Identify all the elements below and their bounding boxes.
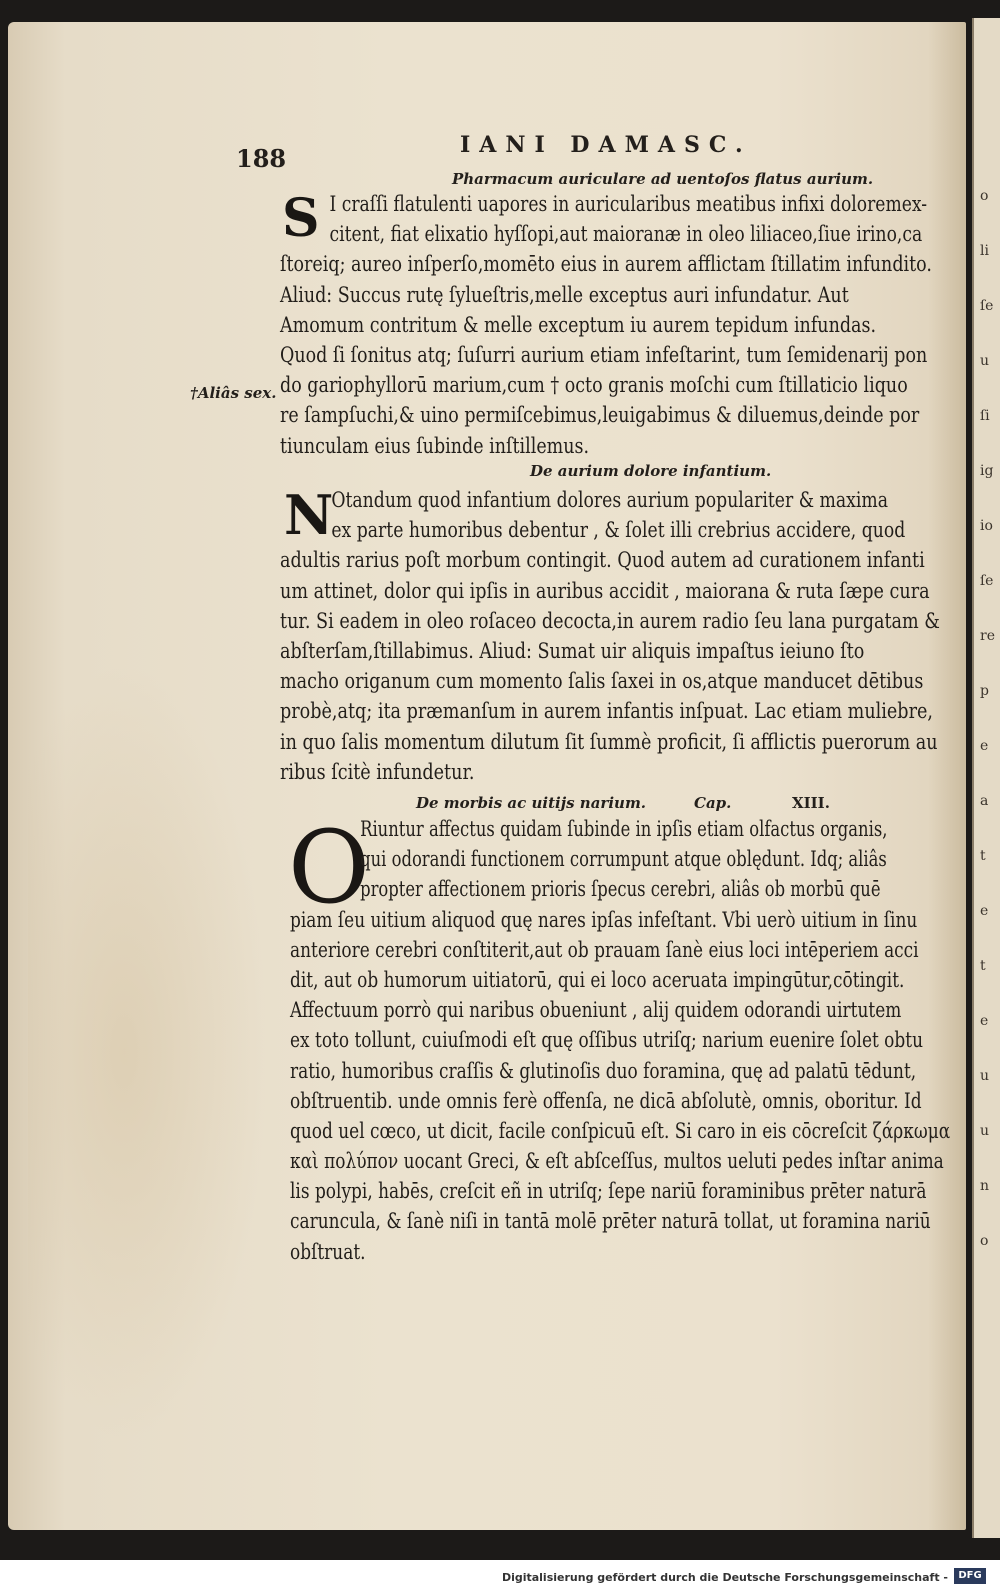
text-line: propter affectionem prioris ſpecus cerebri, aliâs ob morbū quē [360,877,881,903]
adjacent-page-fragment: u [980,353,990,369]
text-line: quod uel cœco, ut dicit, facile conſpicuū eſt. Si caro in eis cōcreſcit ζάρκωμα [290,1118,951,1144]
text-line: do gariophyllorū marium,cum † octo granis moſchi cum ſtillaticio liquo [280,373,908,399]
text-line: citent, fiat elixatio hyſſopi,aut maioranæ in oleo liliaceo,ſiue irino,ca [329,222,923,248]
adjacent-page-fragment: u [980,1068,990,1084]
section-heading-3-title: De morbis ac uitijs narium. [416,794,647,812]
adjacent-page-fragment: ſi [980,408,990,424]
adjacent-page-fragment: o [980,1233,989,1249]
paragraph-2 [280,483,1000,788]
text-line: anteriore cerebri conſtiterit,aut ob prauam ſanè eius loci intēperiem acci [290,937,919,963]
text-line: ſtoreiq; aureo inſperſo,momēto eius in aurem afflictam ſtillatim infundito. [280,252,932,278]
adjacent-page-fragment: p [980,683,989,699]
text-line: obſtruat. [290,1239,366,1265]
running-head: IANI DAMASC. [460,132,752,158]
text-line: adultis rarius poſt morbum contingit. Quod autem ad curationem infanti [280,548,925,574]
adjacent-page-fragment: li [980,243,989,259]
text-line: ex toto tollunt, cuiuſmodi eſt quę oſſibus utriſq; narium euenire ſolet obtu [290,1028,924,1054]
chapter-number: XIII. [792,794,830,812]
section-heading-1: Pharmacum auriculare ad uentoſos flatus aurium. [452,170,874,188]
water-stain [28,662,268,1442]
text-line: ex parte humoribus debentur , & ſolet illi crebrius accidere, quod [331,518,906,544]
adjacent-page-fragment: io [980,518,993,534]
text-line: abſterſam,ſtillabimus. Aliud: Sumat uir aliquis impaſtus ieiuno ſto [280,638,865,664]
text-line: I craſſi flatulenti uapores in auricularibus meatibus infixi doloremex- [329,192,928,217]
text-line: Riuntur affectus quidam ſubinde in ipſis etiam olfactus organis, [360,817,888,842]
text-line: Quod ſi ſonitus atq; ſuſurri aurium etiam infeſtarint, tum ſemidenarij pon [280,342,928,368]
text-line: piam ſeu uitium aliquod quę nares ipſas infeſtant. Vbi uerò uitium in ſinu [290,907,918,933]
text-line: re ſampſuchi,& uino permiſcebimus,leuigabimus & diluemus,deinde por [280,403,920,429]
adjacent-page-fragment: t [980,958,986,974]
text-line: Aliud: Succus rutę ſylueſtris,melle exceptus auri infundatur. Aut [280,282,849,308]
text-line: ratio, humoribus craſſis & glutinoſis duo foramina, quę ad palatū tēdunt, [290,1058,917,1084]
text-line: Otandum quod infantium dolores aurium populariter & maxima [331,488,889,513]
text-line: caruncula, & ſanè niſi in tantā molē prēter naturā tollat, ut foramina nariū [290,1209,931,1235]
adjacent-page-fragment: e [980,1013,989,1029]
adjacent-page-fragment: ſe [980,573,994,589]
drop-capital-o: O [288,809,370,926]
dfg-logo: DFG [954,1568,986,1584]
adjacent-page-fragment: u [980,1123,990,1139]
text-line: καὶ πολύπον uocant Greci, & eſt abſceſſus, multos ueluti pedes inſtar anima [290,1149,944,1175]
section-heading-3 [416,794,830,812]
text-line: macho origanum cum momento ſalis ſaxei in os,atque manducet dētibus [280,669,924,695]
adjacent-page-fragment: e [980,903,989,919]
text-line: tur. Si eadem in oleo roſaceo decocta,in aurem radio ſeu lana purgatam & [280,608,940,634]
paragraph-3 [288,809,1000,1268]
page-number: 188 [236,144,287,173]
paragraph-1 [280,190,1000,462]
adjacent-page-fragment: ſe [980,298,994,314]
funding-credit: Digitalisierung gefördert durch die Deutsche Forschungsgemeinschaft - [501,1571,948,1584]
margin-note: †Aliâs sex. [190,384,277,402]
text-line: um attinet, dolor qui ipſis in auribus accidit , maiorana & ruta ſæpe cura [280,578,930,604]
text-line: ribus ſcitè infundetur. [280,759,475,785]
adjacent-page-fragment: re [980,628,995,644]
text-line: probè,atq; ita præmanſum in aurem infantis inſpuat. Lac etiam muliebre, [280,699,933,725]
text-line: obſtruentib. unde omnis ferè offenſa, ne dicā abſolutè, omnis, oboritur. Id [290,1088,922,1114]
adjacent-page-fragment: a [980,793,989,809]
drop-capital-s: S [282,188,320,249]
text-line: qui odorandi functionem corrumpunt atque oblędunt. Idq; aliâs [360,847,887,873]
text-line: lis polypi, habēs, creſcit eñ in utriſq; ſepe nariū foraminibus prēter naturā [290,1179,927,1205]
text-line: Amomum contritum & melle exceptum iu aurem tepidum infundas. [280,312,877,338]
adjacent-page-fragment: t [980,848,986,864]
text-line: Affectuum porrò qui naribus obueniunt , alij quidem odorandi uirtutem [290,998,902,1024]
text-line: dit, aut ob humorum uitiatorū, qui ei loco aceruata impingūtur,cōtingit. [290,967,905,993]
chapter-label: Cap. [694,794,732,812]
drop-capital-n: N [284,483,334,547]
text-line: in quo ſalis momentum dilutum ſit ſummè proficit, ſi afflictis puerorum au [280,729,938,755]
text-line: tiunculam eius ſubinde inſtillemus. [280,433,590,459]
section-heading-2: De aurium dolore infantium. [530,462,772,480]
adjacent-page-fragment: ig [980,463,994,479]
adjacent-page-fragment: e [980,738,989,754]
adjacent-page-fragment: n [980,1178,990,1194]
adjacent-page-fragment: o [980,188,989,204]
